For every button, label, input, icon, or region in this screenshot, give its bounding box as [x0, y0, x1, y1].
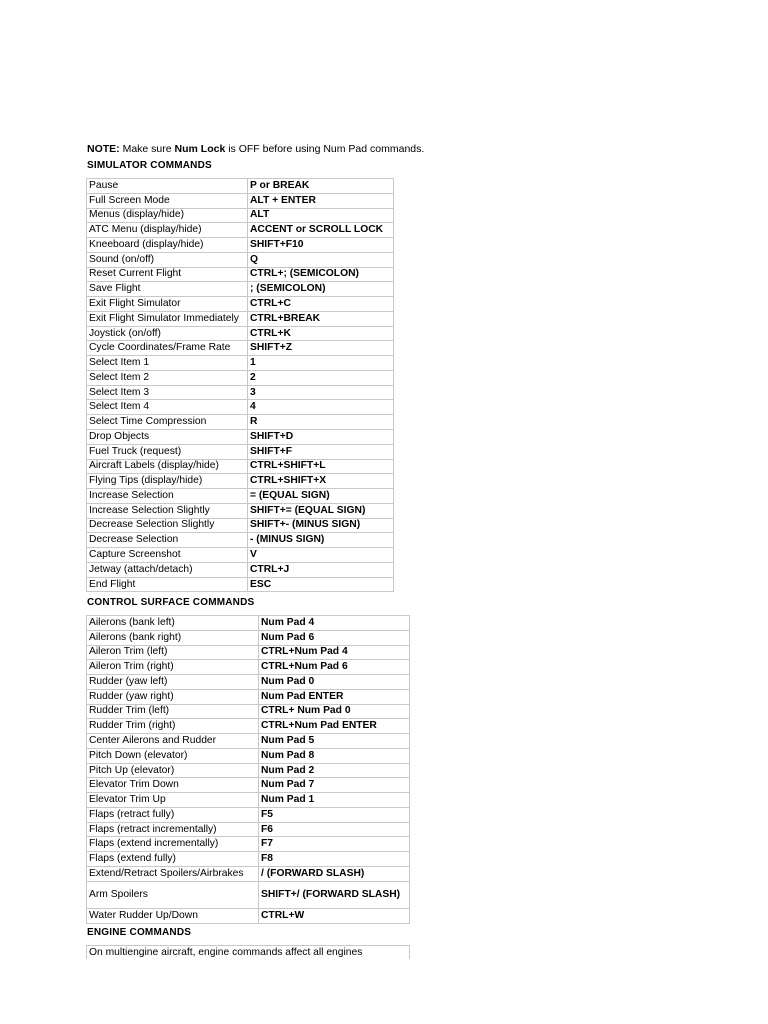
command-name-cell: Aileron Trim (right)	[87, 660, 259, 675]
table-row	[87, 238, 394, 253]
command-name-cell: Elevator Trim Down	[87, 778, 259, 793]
table-row	[87, 223, 394, 238]
key-binding-cell: CTRL+BREAK	[248, 311, 394, 326]
key-binding-cell: Num Pad ENTER	[259, 689, 410, 704]
command-name-cell: Flying Tips (display/hide)	[87, 474, 248, 489]
command-name-cell: Select Item 3	[87, 385, 248, 400]
command-name-cell: Aileron Trim (left)	[87, 645, 259, 660]
key-binding-cell: CTRL+; (SEMICOLON)	[248, 267, 394, 282]
command-name-cell: Sound (on/off)	[87, 252, 248, 267]
command-name-cell: Decrease Selection	[87, 533, 248, 548]
table-row	[87, 645, 410, 660]
key-binding-cell: Num Pad 1	[259, 793, 410, 808]
table-row	[87, 415, 394, 430]
command-name-cell: Increase Selection	[87, 489, 248, 504]
key-binding-cell: ACCENT or SCROLL LOCK	[248, 223, 394, 238]
key-binding-cell: = (EQUAL SIGN)	[248, 489, 394, 504]
table-row	[87, 734, 410, 749]
table-row	[87, 616, 410, 631]
key-binding-cell: F7	[259, 837, 410, 852]
key-binding-cell: CTRL+K	[248, 326, 394, 341]
command-name-cell: Aircraft Labels (display/hide)	[87, 459, 248, 474]
simulator-commands-table	[86, 178, 394, 592]
command-name-cell: Flaps (retract incrementally)	[87, 822, 259, 837]
command-name-cell: Rudder (yaw left)	[87, 675, 259, 690]
command-name-cell: Water Rudder Up/Down	[87, 908, 259, 923]
table-row	[87, 748, 410, 763]
key-binding-cell: - (MINUS SIGN)	[248, 533, 394, 548]
key-binding-cell: ALT	[248, 208, 394, 223]
command-name-cell: Fuel Truck (request)	[87, 444, 248, 459]
command-name-cell: Exit Flight Simulator Immediately	[87, 311, 248, 326]
key-binding-cell: 4	[248, 400, 394, 415]
table-row	[87, 444, 394, 459]
table-row	[87, 370, 394, 385]
command-name-cell: Reset Current Flight	[87, 267, 248, 282]
key-binding-cell: Num Pad 4	[259, 616, 410, 631]
table-row	[87, 533, 394, 548]
key-binding-cell: Num Pad 8	[259, 748, 410, 763]
table-row	[87, 282, 394, 297]
command-name-cell: Cycle Coordinates/Frame Rate	[87, 341, 248, 356]
table-row	[87, 660, 410, 675]
table-row	[87, 577, 394, 592]
table-row	[87, 867, 410, 882]
command-name-cell: End Flight	[87, 577, 248, 592]
table-row	[87, 562, 394, 577]
table-row	[87, 719, 410, 734]
key-binding-cell: P or BREAK	[248, 179, 394, 194]
key-binding-cell: F6	[259, 822, 410, 837]
table-row	[87, 179, 394, 194]
key-binding-cell: F5	[259, 807, 410, 822]
key-binding-cell: / (FORWARD SLASH)	[259, 867, 410, 882]
table-row	[87, 474, 394, 489]
command-name-cell: Arm Spoilers	[87, 881, 259, 908]
command-name-cell: Pitch Up (elevator)	[87, 763, 259, 778]
table-row	[87, 630, 410, 645]
command-name-cell: Ailerons (bank left)	[87, 616, 259, 631]
table-row	[87, 675, 410, 690]
command-name-cell: Select Time Compression	[87, 415, 248, 430]
key-binding-cell: SHIFT+F	[248, 444, 394, 459]
key-binding-cell: ; (SEMICOLON)	[248, 282, 394, 297]
key-binding-cell: R	[248, 415, 394, 430]
table-row	[87, 193, 394, 208]
command-name-cell: Menus (display/hide)	[87, 208, 248, 223]
note-text-post: is OFF before using Num Pad commands.	[225, 143, 425, 155]
command-name-cell: Select Item 4	[87, 400, 248, 415]
table-row	[87, 400, 394, 415]
command-name-cell: Rudder Trim (right)	[87, 719, 259, 734]
table-row	[87, 822, 410, 837]
command-name-cell: Jetway (attach/detach)	[87, 562, 248, 577]
control-surface-commands-table	[86, 615, 410, 924]
command-name-cell: Full Screen Mode	[87, 193, 248, 208]
key-binding-cell: CTRL+Num Pad ENTER	[259, 719, 410, 734]
num-lock-note	[87, 143, 424, 155]
key-binding-cell: Num Pad 7	[259, 778, 410, 793]
key-binding-cell: Q	[248, 252, 394, 267]
table-row	[87, 459, 394, 474]
table-row	[87, 852, 410, 867]
table-row	[87, 326, 394, 341]
command-name-cell: Capture Screenshot	[87, 548, 248, 563]
table-row	[87, 341, 394, 356]
table-row	[87, 704, 410, 719]
table-row	[87, 881, 410, 908]
key-binding-cell: 3	[248, 385, 394, 400]
command-name-cell: Extend/Retract Spoilers/Airbrakes	[87, 867, 259, 882]
key-binding-cell: CTRL+J	[248, 562, 394, 577]
command-name-cell: Flaps (extend fully)	[87, 852, 259, 867]
table-row	[87, 518, 394, 533]
command-name-cell: Flaps (retract fully)	[87, 807, 259, 822]
table-row	[87, 267, 394, 282]
key-binding-cell: SHIFT+D	[248, 430, 394, 445]
key-binding-cell: 2	[248, 370, 394, 385]
table-row	[87, 385, 394, 400]
command-name-cell: Pause	[87, 179, 248, 194]
command-name-cell: Select Item 1	[87, 356, 248, 371]
key-binding-cell: SHIFT+F10	[248, 238, 394, 253]
table-row	[87, 807, 410, 822]
command-name-cell: Increase Selection Slightly	[87, 503, 248, 518]
note-num-lock: Num Lock	[174, 143, 226, 155]
command-name-cell: Joystick (on/off)	[87, 326, 248, 341]
engine-commands-intro: On multiengine aircraft, engine commands affect all engines	[86, 945, 410, 959]
table-row	[87, 430, 394, 445]
simulator-commands-heading: SIMULATOR COMMANDS	[87, 160, 212, 171]
key-binding-cell: Num Pad 5	[259, 734, 410, 749]
key-binding-cell: CTRL+SHIFT+L	[248, 459, 394, 474]
table-row	[87, 837, 410, 852]
table-row	[87, 297, 394, 312]
key-binding-cell: SHIFT+Z	[248, 341, 394, 356]
key-binding-cell: SHIFT+- (MINUS SIGN)	[248, 518, 394, 533]
command-name-cell: Exit Flight Simulator	[87, 297, 248, 312]
key-binding-cell: CTRL+SHIFT+X	[248, 474, 394, 489]
command-name-cell: Rudder (yaw right)	[87, 689, 259, 704]
command-name-cell: Flaps (extend incrementally)	[87, 837, 259, 852]
key-binding-cell: CTRL+C	[248, 297, 394, 312]
table-row	[87, 208, 394, 223]
note-text-pre: Make sure	[119, 143, 175, 155]
key-binding-cell: F8	[259, 852, 410, 867]
key-binding-cell: Num Pad 0	[259, 675, 410, 690]
key-binding-cell: CTRL+Num Pad 4	[259, 645, 410, 660]
key-binding-cell: CTRL+ Num Pad 0	[259, 704, 410, 719]
command-name-cell: Center Ailerons and Rudder	[87, 734, 259, 749]
table-row	[87, 793, 410, 808]
command-name-cell: Pitch Down (elevator)	[87, 748, 259, 763]
table-row	[87, 311, 394, 326]
command-name-cell: Decrease Selection Slightly	[87, 518, 248, 533]
note-label: NOTE:	[87, 143, 120, 155]
engine-commands-heading: ENGINE COMMANDS	[87, 927, 192, 938]
command-name-cell: Save Flight	[87, 282, 248, 297]
key-binding-cell: Num Pad 6	[259, 630, 410, 645]
command-name-cell: Select Item 2	[87, 370, 248, 385]
command-name-cell: Drop Objects	[87, 430, 248, 445]
table-row	[87, 252, 394, 267]
key-binding-cell: ALT + ENTER	[248, 193, 394, 208]
key-binding-cell: ESC	[248, 577, 394, 592]
key-binding-cell: SHIFT+/ (FORWARD SLASH)	[259, 881, 410, 908]
key-binding-cell: Num Pad 2	[259, 763, 410, 778]
table-row	[87, 908, 410, 923]
table-row	[87, 548, 394, 563]
command-name-cell: ATC Menu (display/hide)	[87, 223, 248, 238]
key-binding-cell: SHIFT+= (EQUAL SIGN)	[248, 503, 394, 518]
command-name-cell: Elevator Trim Up	[87, 793, 259, 808]
command-name-cell: Rudder Trim (left)	[87, 704, 259, 719]
key-binding-cell: V	[248, 548, 394, 563]
table-row	[87, 689, 410, 704]
table-row	[87, 763, 410, 778]
command-name-cell: Ailerons (bank right)	[87, 630, 259, 645]
key-binding-cell: 1	[248, 356, 394, 371]
control-surface-commands-heading: CONTROL SURFACE COMMANDS	[87, 597, 255, 608]
key-binding-cell: CTRL+Num Pad 6	[259, 660, 410, 675]
table-row	[87, 778, 410, 793]
key-binding-cell: CTRL+W	[259, 908, 410, 923]
table-row	[87, 503, 394, 518]
table-row	[87, 489, 394, 504]
table-row	[87, 356, 394, 371]
command-name-cell: Kneeboard (display/hide)	[87, 238, 248, 253]
